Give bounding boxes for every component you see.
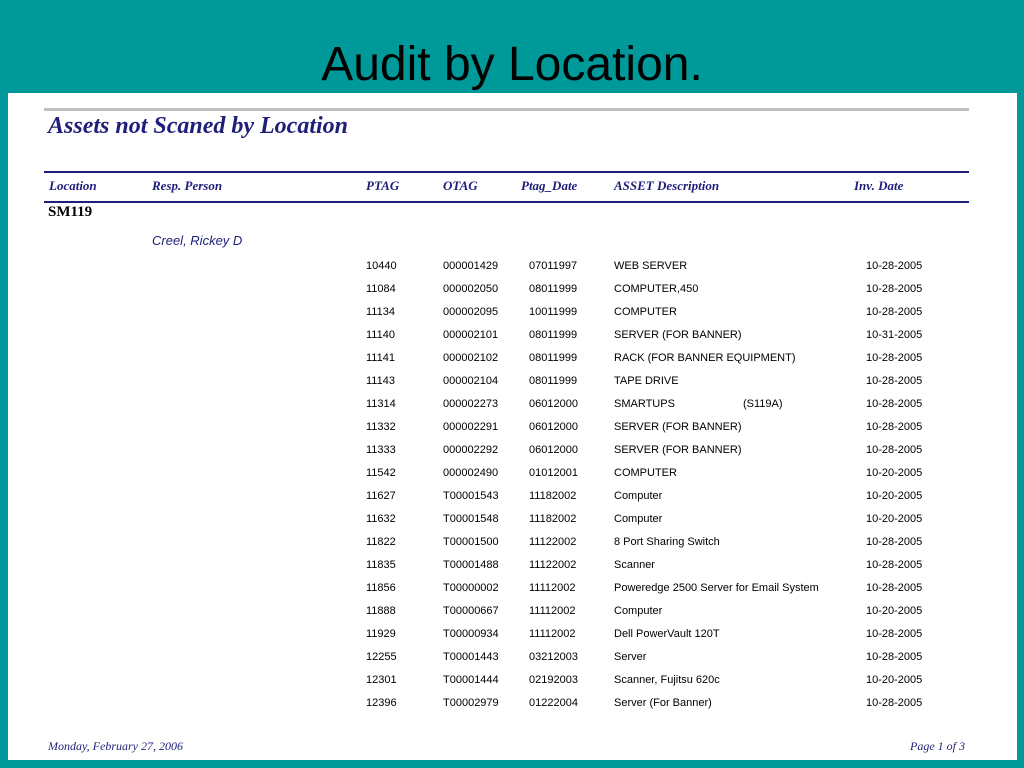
description-cell: Poweredge 2500 Server for Email System (614, 582, 819, 594)
inv-date-cell: 10-28-2005 (866, 559, 923, 571)
ptag-cell: 11627 (366, 490, 396, 502)
ptag-date-cell: 06012000 (529, 444, 578, 456)
otag-cell: 000002292 (443, 444, 499, 456)
table-row (8, 603, 1017, 626)
inv-date-cell: 10-20-2005 (866, 490, 923, 502)
otag-cell: T00000667 (443, 605, 499, 617)
ptag-date-cell: 08011999 (529, 352, 578, 364)
ptag-date-cell: 03212003 (529, 651, 578, 663)
ptag-date-cell: 02192003 (529, 674, 578, 686)
ptag-cell: 11084 (366, 283, 396, 295)
header-asset-description: ASSET Description (614, 178, 720, 193)
ptag-cell: 11835 (366, 559, 396, 571)
otag-cell: T00000002 (443, 582, 499, 594)
description-cell: TAPE DRIVE (614, 375, 679, 387)
location-group: SM119 (48, 204, 93, 220)
header-top-rule (44, 171, 969, 173)
report-page (8, 93, 1017, 760)
footer-date: Monday, February 27, 2006 (48, 739, 183, 753)
footer-page-number: Page 1 of 3 (910, 739, 965, 753)
description-cell: RACK (FOR BANNER EQUIPMENT) (614, 352, 796, 364)
table-row (8, 672, 1017, 695)
report-title: Assets not Scaned by Location (48, 113, 349, 139)
otag-cell: 000002102 (443, 352, 499, 364)
ptag-date-cell: 11122002 (529, 559, 577, 571)
slide-title: Audit by Location. (321, 38, 703, 91)
description-cell: 8 Port Sharing Switch (614, 536, 720, 548)
description-cell: SERVER (FOR BANNER) (614, 444, 742, 456)
otag-cell: T00001488 (443, 559, 499, 571)
description-note-cell: (S119A) (743, 398, 783, 410)
otag-cell: 000002095 (443, 306, 499, 318)
description-cell: COMPUTER (614, 306, 677, 318)
header-resp-person: Resp. Person (152, 178, 223, 193)
ptag-cell: 11856 (366, 582, 396, 594)
otag-cell: 000001429 (443, 260, 499, 272)
ptag-cell: 11822 (366, 536, 396, 548)
ptag-date-cell: 11182002 (529, 513, 577, 525)
ptag-cell: 12301 (366, 674, 397, 686)
responsible-person: Creel, Rickey D (152, 233, 243, 248)
description-cell: Computer (614, 513, 663, 525)
inv-date-cell: 10-28-2005 (866, 375, 923, 387)
header-bottom-rule (44, 201, 969, 203)
ptag-date-cell: 11122002 (529, 536, 577, 548)
description-cell: Computer (614, 490, 663, 502)
table-row (8, 281, 1017, 304)
table-row (8, 350, 1017, 373)
inv-date-cell: 10-20-2005 (866, 513, 923, 525)
inv-date-cell: 10-20-2005 (866, 674, 923, 686)
ptag-date-cell: 08011999 (529, 329, 578, 341)
inv-date-cell: 10-28-2005 (866, 628, 923, 640)
header-location: Location (49, 178, 97, 193)
header-ptag: PTAG (366, 178, 400, 193)
otag-cell: 000002273 (443, 398, 499, 410)
header-inv-date: Inv. Date (854, 178, 904, 193)
table-row (8, 396, 1017, 419)
ptag-date-cell: 01222004 (529, 697, 578, 709)
ptag-date-cell: 10011999 (529, 306, 578, 318)
table-row (8, 327, 1017, 350)
ptag-cell: 12255 (366, 651, 397, 663)
description-cell: Dell PowerVault 120T (614, 628, 720, 640)
ptag-cell: 11333 (366, 444, 396, 456)
inv-date-cell: 10-20-2005 (866, 467, 923, 479)
description-cell: Server (614, 651, 647, 663)
table-row (8, 534, 1017, 557)
otag-cell: T00001500 (443, 536, 499, 548)
ptag-cell: 11140 (366, 329, 395, 341)
inv-date-cell: 10-28-2005 (866, 582, 923, 594)
ptag-date-cell: 11182002 (529, 490, 577, 502)
inv-date-cell: 10-28-2005 (866, 536, 923, 548)
ptag-date-cell: 11112002 (529, 605, 576, 617)
table-row (8, 580, 1017, 603)
ptag-cell: 11314 (366, 398, 396, 410)
table-row (8, 649, 1017, 672)
table-row (8, 442, 1017, 465)
ptag-date-cell: 08011999 (529, 283, 578, 295)
otag-cell: 000002050 (443, 283, 499, 295)
table-row (8, 557, 1017, 580)
asset-table (8, 258, 1017, 718)
ptag-date-cell: 11112002 (529, 628, 576, 640)
ptag-date-cell: 11112002 (529, 582, 576, 594)
ptag-cell: 11141 (366, 352, 395, 364)
ptag-date-cell: 06012000 (529, 421, 578, 433)
header-ptag-date: Ptag_Date (521, 178, 578, 193)
table-row (8, 488, 1017, 511)
ptag-cell: 11929 (366, 628, 396, 640)
table-row (8, 258, 1017, 281)
ptag-date-cell: 06012000 (529, 398, 578, 410)
ptag-cell: 10440 (366, 260, 397, 272)
otag-cell: T00002979 (443, 697, 499, 709)
otag-cell: 000002104 (443, 375, 499, 387)
description-cell: SMARTUPS (614, 398, 675, 410)
ptag-cell: 11332 (366, 421, 396, 433)
table-row (8, 695, 1017, 718)
inv-date-cell: 10-28-2005 (866, 306, 923, 318)
ptag-cell: 12396 (366, 697, 397, 709)
ptag-cell: 11632 (366, 513, 396, 525)
table-row (8, 511, 1017, 534)
description-cell: SERVER (FOR BANNER) (614, 329, 742, 341)
otag-cell: 000002101 (443, 329, 499, 341)
description-cell: Computer (614, 605, 663, 617)
table-row (8, 373, 1017, 396)
description-cell: Scanner, Fujitsu 620c (614, 674, 720, 686)
ptag-cell: 11134 (366, 306, 395, 318)
header-otag: OTAG (443, 178, 478, 193)
otag-cell: T00001443 (443, 651, 499, 663)
description-cell: COMPUTER (614, 467, 677, 479)
otag-cell: T00001548 (443, 513, 499, 525)
inv-date-cell: 10-20-2005 (866, 605, 923, 617)
otag-cell: 000002291 (443, 421, 499, 433)
otag-cell: T00000934 (443, 628, 499, 640)
ptag-cell: 11542 (366, 467, 396, 479)
otag-cell: T00001444 (443, 674, 499, 686)
table-row (8, 465, 1017, 488)
table-row (8, 304, 1017, 327)
ptag-cell: 11143 (366, 375, 395, 387)
description-cell: COMPUTER,450 (614, 283, 699, 295)
description-cell: Scanner (614, 559, 655, 571)
inv-date-cell: 10-28-2005 (866, 398, 923, 410)
inv-date-cell: 10-28-2005 (866, 260, 923, 272)
table-row (8, 419, 1017, 442)
inv-date-cell: 10-28-2005 (866, 697, 923, 709)
ptag-cell: 11888 (366, 605, 396, 617)
inv-date-cell: 10-28-2005 (866, 651, 923, 663)
inv-date-cell: 10-28-2005 (866, 421, 923, 433)
otag-cell: T00001543 (443, 490, 499, 502)
ptag-date-cell: 01012001 (529, 467, 578, 479)
inv-date-cell: 10-31-2005 (866, 329, 923, 341)
inv-date-cell: 10-28-2005 (866, 352, 923, 364)
top-divider (44, 108, 969, 111)
inv-date-cell: 10-28-2005 (866, 444, 923, 456)
description-cell: Server (For Banner) (614, 697, 712, 709)
description-cell: SERVER (FOR BANNER) (614, 421, 742, 433)
inv-date-cell: 10-28-2005 (866, 283, 923, 295)
ptag-date-cell: 08011999 (529, 375, 578, 387)
otag-cell: 000002490 (443, 467, 499, 479)
ptag-date-cell: 07011997 (529, 260, 578, 272)
description-cell: WEB SERVER (614, 260, 688, 272)
table-row (8, 626, 1017, 649)
